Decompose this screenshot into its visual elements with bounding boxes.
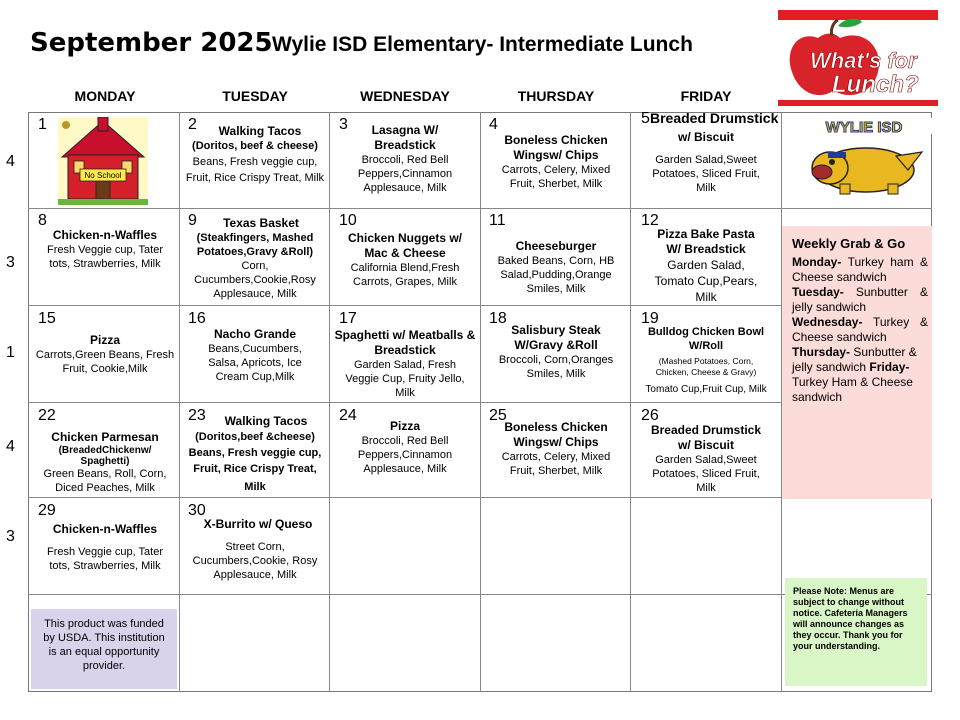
entree: Pizza — [389, 419, 420, 433]
menu-cell — [481, 323, 631, 381]
svg-text:WYLIE ISD: WYLIE ISD — [825, 119, 903, 136]
menu-cell — [631, 130, 781, 195]
menu-cell — [330, 419, 480, 476]
header-friday: FRIDAY — [680, 88, 732, 104]
side-items-end: Milk — [244, 481, 266, 493]
side-items: Broccoli, Red Bell Peppers,Cinnamon Applesauce, Milk — [357, 435, 453, 475]
grab-item: Turkey ham & Cheese sandwich — [792, 255, 928, 284]
entree: Texas Basket — [223, 216, 299, 230]
entree: Breaded Drumstick w/ Biscuit — [650, 423, 762, 452]
side-items: Tomato Cup,Fruit Cup, Milk — [645, 384, 767, 395]
wylie-isd-bulldog-logo — [796, 118, 932, 198]
week-count: 4 — [6, 153, 15, 170]
week-count: 3 — [6, 254, 15, 271]
day-number: 26 — [641, 407, 659, 424]
side-items: Corn, Cucumbers,Cookie,Rosy Applesauce, Milk — [194, 260, 316, 300]
day-number: 16 — [188, 310, 206, 327]
day-number: 25 — [489, 407, 507, 424]
month-title: September 2025 — [30, 28, 273, 58]
menu-cell — [30, 430, 180, 495]
entree: Bulldog Chicken Bowl W/Roll — [647, 326, 765, 352]
side-items: Green Beans, Roll, Corn, Diced Peaches, Milk — [43, 468, 167, 494]
day-number: 15 — [38, 310, 56, 327]
menu-cell — [330, 328, 480, 400]
menu-cell — [30, 228, 180, 271]
whats-for-lunch-logo — [778, 10, 938, 106]
entree-detail: (Doritos,beef &cheese) — [195, 431, 315, 443]
grab-day-label: Thursday- — [792, 345, 851, 359]
grab-thursday-friday — [792, 345, 928, 405]
entree: Cheeseburger — [515, 239, 597, 253]
grab-tuesday — [792, 285, 928, 315]
day-number: 17 — [339, 310, 357, 327]
grab-item: Sunbutter & jelly sandwich — [792, 285, 928, 314]
menu-cell — [481, 133, 631, 191]
menu-cell — [481, 239, 631, 296]
day-number: 2 — [188, 116, 197, 133]
no-school-schoolhouse-icon — [58, 117, 148, 205]
grab-day-label: Tuesday- — [792, 285, 844, 299]
day-number: 12 — [641, 212, 659, 229]
day-number: 23 — [188, 407, 206, 424]
day-number: 18 — [489, 310, 507, 327]
grab-day-label: Friday- — [869, 360, 910, 374]
side-items: California Blend,Fresh Carrots, Grapes, Milk — [350, 262, 460, 288]
side-items: Carrots, Celery, Mixed Fruit, Sherbet, Milk — [501, 164, 611, 190]
side-items: Broccoli, Red Bell Peppers,Cinnamon Applesauce, Milk — [357, 154, 453, 194]
day-number: 8 — [38, 212, 47, 229]
menu-cell — [30, 333, 180, 376]
entree: Breaded Drumstick — [650, 110, 779, 126]
weekly-grab-and-go — [782, 226, 932, 499]
entree: X-Burrito w/ Queso — [203, 517, 313, 531]
entree: Walking Tacos — [218, 124, 302, 138]
entree: Chicken Nuggets w/ Mac & Cheese — [347, 231, 463, 260]
entree: Spaghetti w/ Meatballs & Breadstick — [334, 328, 476, 357]
menu-cell — [180, 414, 330, 497]
entree: Nacho Grande — [213, 327, 297, 341]
menu-cell — [481, 420, 631, 478]
side-items: Garden Salad, Fresh Veggie Cup, Fruity Jello, Milk — [345, 359, 465, 399]
side-items: Fresh Veggie cup, Tater tots, Strawberries, Milk — [47, 546, 163, 572]
side-items: Street Corn, Cucumbers,Cookie, Rosy Applesauce, Milk — [192, 541, 318, 581]
grab-item: Turkey & Cheese sandwich — [792, 315, 928, 344]
side-items: Beans, Fresh veggie cup, Fruit, Rice Crispy Treat, Milk — [185, 156, 325, 184]
grid-line — [28, 208, 932, 209]
grab-monday — [792, 255, 928, 285]
day-number: 4 — [489, 116, 498, 133]
side-items: Garden Salad, Tomato Cup,Pears, Milk — [654, 258, 758, 304]
side-items: Garden Salad,Sweet Potatoes, Sliced Fruit, Milk — [652, 154, 760, 194]
menu-cell — [180, 327, 330, 384]
grab-title: Weekly Grab & Go — [792, 236, 906, 251]
svg-text:Lunch?: Lunch? — [832, 71, 919, 98]
menu-cell — [330, 123, 480, 195]
menu-cell — [631, 227, 781, 305]
day-number: 24 — [339, 407, 357, 424]
entree: Chicken Parmesan — [51, 430, 159, 444]
side-items: Baked Beans, Corn, HB Salad,Pudding,Orange Smiles, Milk — [497, 255, 615, 295]
entree: Boneless Chicken Wingsw/ Chips — [504, 133, 608, 162]
menu-cell — [30, 522, 180, 573]
grab-wednesday — [792, 315, 928, 345]
header-thursday: THURSDAY — [517, 88, 595, 104]
menu-change-note: Please Note: Menus are subject to change without notice. Cafeteria Managers will announce changes as they occur. Thank you for your understanding. — [785, 578, 927, 686]
grab-day-label: Wednesday- — [792, 315, 863, 329]
header-wednesday: WEDNESDAY — [360, 88, 450, 104]
grab-item: Turkey Ham & Cheese sandwich — [792, 375, 913, 404]
side-items: Beans,Cucumbers, Salsa, Apricots, Ice Cream Cup,Milk — [208, 343, 302, 383]
day-number: 22 — [38, 407, 56, 424]
entree-detail: (Doritos, beef & cheese) — [192, 140, 318, 152]
day-number: 29 — [38, 502, 56, 519]
svg-text:What's for: What's for — [810, 48, 917, 73]
grab-day-label: Monday- — [792, 255, 842, 269]
day-number: 5 — [641, 110, 650, 127]
entree: Chicken-n-Waffles — [52, 522, 158, 536]
entree-detail: (Mashed Potatoes, Corn, Chicken, Cheese & Gravy) — [655, 356, 757, 377]
side-items: Beans, Fresh veggie cup, Fruit, Rice Crispy Treat, — [188, 447, 322, 475]
day-number: 30 — [188, 502, 206, 519]
grab-item: Sunbutter & jelly sandwich — [792, 345, 917, 374]
day-number: 9 — [188, 212, 197, 229]
menu-cell — [180, 216, 330, 301]
side-items: Carrots,Green Beans, Fresh Fruit, Cookie,Milk — [35, 349, 175, 375]
side-items: Broccoli, Corn,Oranges Smiles, Milk — [498, 354, 614, 380]
school-title: Wylie ISD Elementary- Intermediate Lunch — [272, 33, 693, 56]
side-items: Carrots, Celery, Mixed Fruit, Sherbet, Milk — [501, 451, 611, 477]
menu-cell — [180, 124, 330, 186]
day-number: 10 — [339, 212, 357, 229]
entree: Chicken-n-Waffles — [52, 228, 158, 242]
day-number: 19 — [641, 310, 659, 327]
week-count: 3 — [6, 528, 15, 545]
usda-statement: This product was funded by USDA. This institution is an equal opportunity provider. — [31, 609, 177, 689]
menu-cell — [631, 325, 781, 397]
entree: Pizza Bake Pasta W/ Breadstick — [657, 227, 755, 256]
menu-cell — [631, 423, 781, 495]
entree-detail: (Steakfingers, Mashed Potatoes,Gravy &Roll) — [196, 232, 314, 258]
side-items: Garden Salad,Sweet Potatoes, Sliced Fruit, Milk — [652, 454, 760, 494]
day-number: 11 — [489, 212, 506, 229]
day-number: 1 — [38, 116, 47, 133]
entree: Salisbury Steak W/Gravy &Roll — [511, 323, 601, 352]
menu-cell — [330, 231, 480, 289]
header-monday: MONDAY — [74, 88, 136, 104]
entree: Boneless Chicken Wingsw/ Chips — [504, 420, 608, 449]
header-tuesday: TUESDAY — [222, 88, 288, 104]
entree: Walking Tacos — [224, 414, 308, 428]
side-items: Fresh Veggie cup, Tater tots, Strawberries, Milk — [47, 244, 163, 270]
day-number: 3 — [339, 116, 348, 133]
no-school-sign: No School — [84, 171, 122, 180]
entree: Lasagna W/ Breadstick — [371, 123, 439, 152]
entree: Pizza — [89, 333, 120, 347]
entree-detail: (BreadedChickenw/ Spaghetti) — [58, 445, 152, 467]
entree-continued: w/ Biscuit — [677, 130, 734, 144]
week-count: 1 — [6, 344, 15, 361]
menu-cell — [180, 517, 330, 582]
week-count: 4 — [6, 438, 15, 455]
